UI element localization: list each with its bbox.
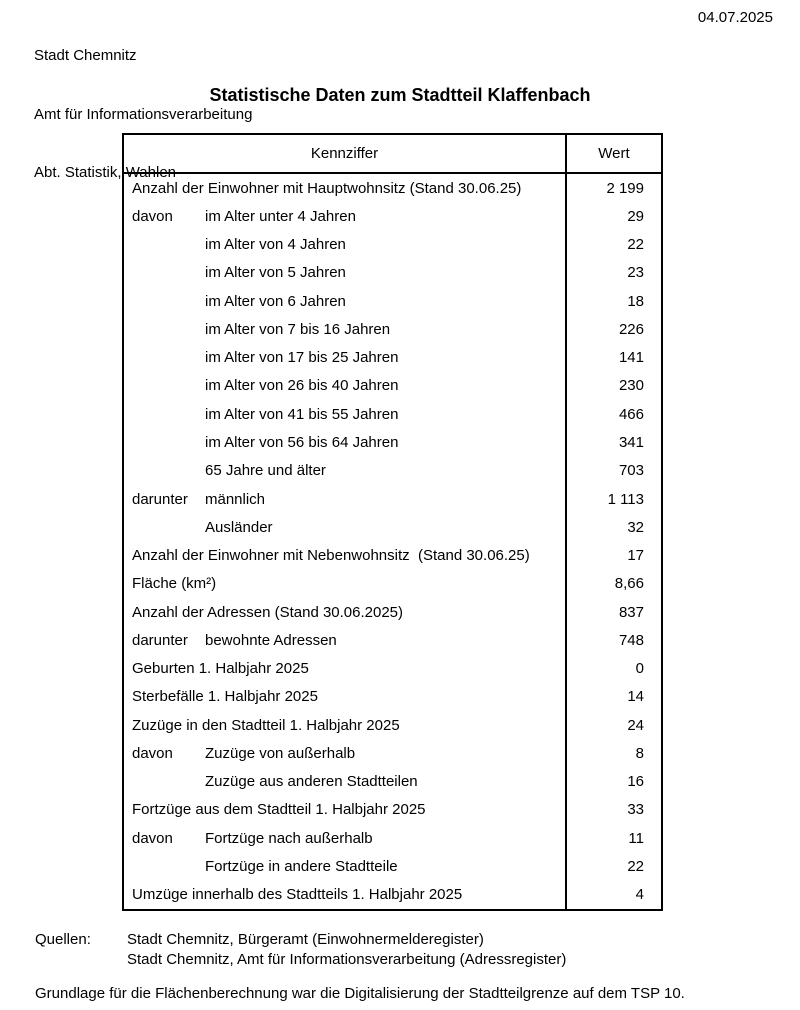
- row-value: 22: [627, 858, 644, 875]
- table-row: [124, 344, 661, 372]
- wert-cell: [567, 655, 661, 683]
- kennziffer-cell: [124, 315, 567, 343]
- kennziffer-cell: [124, 428, 567, 456]
- wert-cell: [567, 570, 661, 598]
- table-row: [124, 768, 661, 796]
- sources-block: [35, 930, 566, 970]
- wert-cell: [567, 739, 661, 767]
- row-prefix: darunter: [132, 490, 188, 508]
- kennziffer-cell: [124, 231, 567, 259]
- wert-cell: [567, 457, 661, 485]
- row-value: 1 113: [607, 490, 644, 508]
- page-title: Statistische Daten zum Stadtteil Klaffenbach: [209, 85, 591, 105]
- row-value: 11: [628, 829, 644, 847]
- table-row: [124, 202, 661, 230]
- source-item-1: Stadt Chemnitz, Bürgeramt (Einwohnermelderegister): [127, 931, 484, 948]
- row-label: Fortzüge nach außerhalb: [205, 829, 373, 847]
- wert-cell: [567, 344, 661, 372]
- sources-list: [127, 930, 566, 970]
- kennziffer-cell: [124, 768, 567, 796]
- row-value: 8,66: [614, 575, 644, 593]
- row-label: Anzahl der Einwohner mit Nebenwohnsitz (Stand 30.06.25): [132, 547, 530, 565]
- row-value: 4: [635, 886, 644, 904]
- row-label: bewohnte Adressen: [205, 631, 337, 649]
- table-row: [124, 626, 661, 654]
- row-label: im Alter von 7 bis 16 Jahren: [205, 320, 391, 338]
- row-value: 33: [627, 801, 644, 819]
- row-label: Fortzüge aus dem Stadtteil 1. Halbjahr 2025: [132, 801, 426, 819]
- row-value: 837: [618, 603, 644, 621]
- letterhead-line-3: Abt. Statistik, Wahlen: [34, 164, 177, 181]
- kennziffer-cell: [124, 796, 567, 824]
- table-row: [124, 852, 661, 880]
- letterhead-line-2: Amt für Informationsverarbeitung: [34, 105, 253, 123]
- column-header-wert: Wert: [598, 145, 630, 162]
- row-value: 466: [618, 405, 644, 423]
- row-prefix: davon: [132, 207, 173, 225]
- row-prefix: darunter: [132, 631, 188, 649]
- row-label: Zuzüge von außerhalb: [205, 744, 356, 762]
- row-value: 703: [618, 462, 644, 480]
- row-value: 230: [618, 377, 644, 395]
- wert-cell: [567, 174, 661, 202]
- row-value: 29: [627, 207, 644, 225]
- kennziffer-cell: [124, 824, 567, 852]
- row-label: männlich: [205, 490, 266, 508]
- wert-cell: [567, 485, 661, 513]
- source-item-2: Stadt Chemnitz, Amt für Informationsverarbeitung (Adressregister): [127, 951, 567, 968]
- table-row: [124, 428, 661, 456]
- row-label: im Alter von 5 Jahren: [205, 264, 346, 282]
- row-label: Geburten 1. Halbjahr 2025: [132, 660, 309, 678]
- table-row: [124, 683, 661, 711]
- table-row: [124, 655, 661, 683]
- row-label: im Alter unter 4 Jahren: [205, 207, 356, 225]
- table-row: [124, 513, 661, 541]
- row-label: im Alter von 41 bis 55 Jahren: [205, 405, 399, 423]
- kennziffer-cell: [124, 485, 567, 513]
- row-label: Ausländer: [205, 518, 273, 536]
- row-label: Anzahl der Adressen (Stand 30.06.2025): [132, 603, 404, 621]
- row-label: Anzahl der Einwohner mit Hauptwohnsitz (Stand 30.06.25): [132, 179, 522, 197]
- row-label: im Alter von 4 Jahren: [205, 236, 346, 254]
- row-value: 748: [618, 631, 644, 649]
- wert-cell: [567, 768, 661, 796]
- row-value: 17: [627, 547, 644, 565]
- wert-cell: [567, 626, 661, 654]
- column-header-kennziffer: Kennziffer: [124, 135, 567, 172]
- kennziffer-cell: [124, 711, 567, 739]
- row-label: Zuzüge aus anderen Stadtteilen: [205, 773, 418, 791]
- kennziffer-cell: [124, 259, 567, 287]
- row-value: 8: [635, 744, 644, 762]
- document-date: 04.07.2025: [697, 9, 773, 26]
- wert-cell: [567, 259, 661, 287]
- row-value: 18: [627, 292, 644, 310]
- table-row: [124, 711, 661, 739]
- wert-cell: [567, 541, 661, 569]
- row-value: 141: [618, 349, 644, 367]
- row-label: im Alter von 6 Jahren: [205, 292, 346, 310]
- row-prefix: davon: [132, 829, 173, 847]
- wert-cell: [567, 852, 661, 880]
- table-row: [124, 231, 661, 259]
- table-row: [124, 174, 661, 202]
- table-row: [124, 287, 661, 315]
- wert-cell: [567, 287, 661, 315]
- kennziffer-cell: [124, 344, 567, 372]
- kennziffer-cell: [124, 739, 567, 767]
- row-value: 2 199: [606, 179, 644, 197]
- table-body: [124, 174, 661, 909]
- row-value: 32: [627, 518, 644, 536]
- table-row: [124, 881, 661, 909]
- wert-cell: [567, 400, 661, 428]
- wert-cell: [567, 711, 661, 739]
- table-row: [124, 824, 661, 852]
- row-value: 16: [627, 773, 644, 791]
- row-label: im Alter von 26 bis 40 Jahren: [205, 377, 399, 395]
- table-row: [124, 372, 661, 400]
- row-value: 341: [618, 434, 644, 452]
- kennziffer-cell: [124, 372, 567, 400]
- row-value: 14: [627, 688, 644, 706]
- kennziffer-cell: [124, 287, 567, 315]
- wert-cell: [567, 881, 661, 909]
- wert-cell: [567, 598, 661, 626]
- wert-cell: [567, 202, 661, 230]
- row-label: Fortzüge in andere Stadtteile: [205, 858, 398, 875]
- row-value: 226: [618, 320, 644, 338]
- row-label: Sterbefälle 1. Halbjahr 2025: [132, 688, 318, 706]
- row-label: Zuzüge in den Stadtteil 1. Halbjahr 2025: [132, 716, 400, 734]
- footnote: Grundlage für die Flächenberechnung war die Digitalisierung der Stadtteilgrenze auf dem TSP 10.: [35, 985, 685, 1002]
- kennziffer-cell: [124, 655, 567, 683]
- row-value: 24: [627, 716, 644, 734]
- table-row: [124, 598, 661, 626]
- table-row: [124, 315, 661, 343]
- sources-label: Quellen:: [35, 931, 91, 948]
- kennziffer-cell: [124, 457, 567, 485]
- kennziffer-cell: [124, 881, 567, 909]
- wert-cell: [567, 372, 661, 400]
- kennziffer-cell: [124, 513, 567, 541]
- kennziffer-cell: [124, 598, 567, 626]
- row-label: Umzüge innerhalb des Stadtteils 1. Halbjahr 2025: [132, 886, 463, 904]
- kennziffer-cell: [124, 683, 567, 711]
- statistics-table: [122, 133, 663, 911]
- kennziffer-cell: [124, 852, 567, 880]
- wert-cell: [567, 315, 661, 343]
- kennziffer-cell: [124, 626, 567, 654]
- wert-cell: [567, 824, 661, 852]
- row-value: 0: [635, 660, 644, 678]
- table-header-row: [124, 135, 661, 174]
- wert-cell: [567, 796, 661, 824]
- table-row: [124, 485, 661, 513]
- letterhead-line-1: Stadt Chemnitz: [34, 47, 137, 64]
- row-prefix: davon: [132, 744, 173, 762]
- row-label: Fläche (km²): [132, 575, 217, 593]
- row-label: im Alter von 56 bis 64 Jahren: [205, 434, 399, 452]
- kennziffer-cell: [124, 202, 567, 230]
- wert-cell: [567, 683, 661, 711]
- kennziffer-cell: [124, 570, 567, 598]
- row-label: im Alter von 17 bis 25 Jahren: [205, 349, 399, 367]
- table-row: [124, 259, 661, 287]
- wert-cell: [567, 513, 661, 541]
- table-row: [124, 739, 661, 767]
- kennziffer-cell: [124, 174, 567, 202]
- table-row: [124, 570, 661, 598]
- row-value: 22: [627, 236, 644, 254]
- wert-cell: [567, 231, 661, 259]
- table-row: [124, 400, 661, 428]
- kennziffer-cell: [124, 541, 567, 569]
- kennziffer-cell: [124, 400, 567, 428]
- table-row: [124, 457, 661, 485]
- wert-cell: [567, 428, 661, 456]
- row-label: 65 Jahre und älter: [205, 462, 326, 480]
- row-value: 23: [627, 264, 644, 282]
- table-row: [124, 541, 661, 569]
- table-row: [124, 796, 661, 824]
